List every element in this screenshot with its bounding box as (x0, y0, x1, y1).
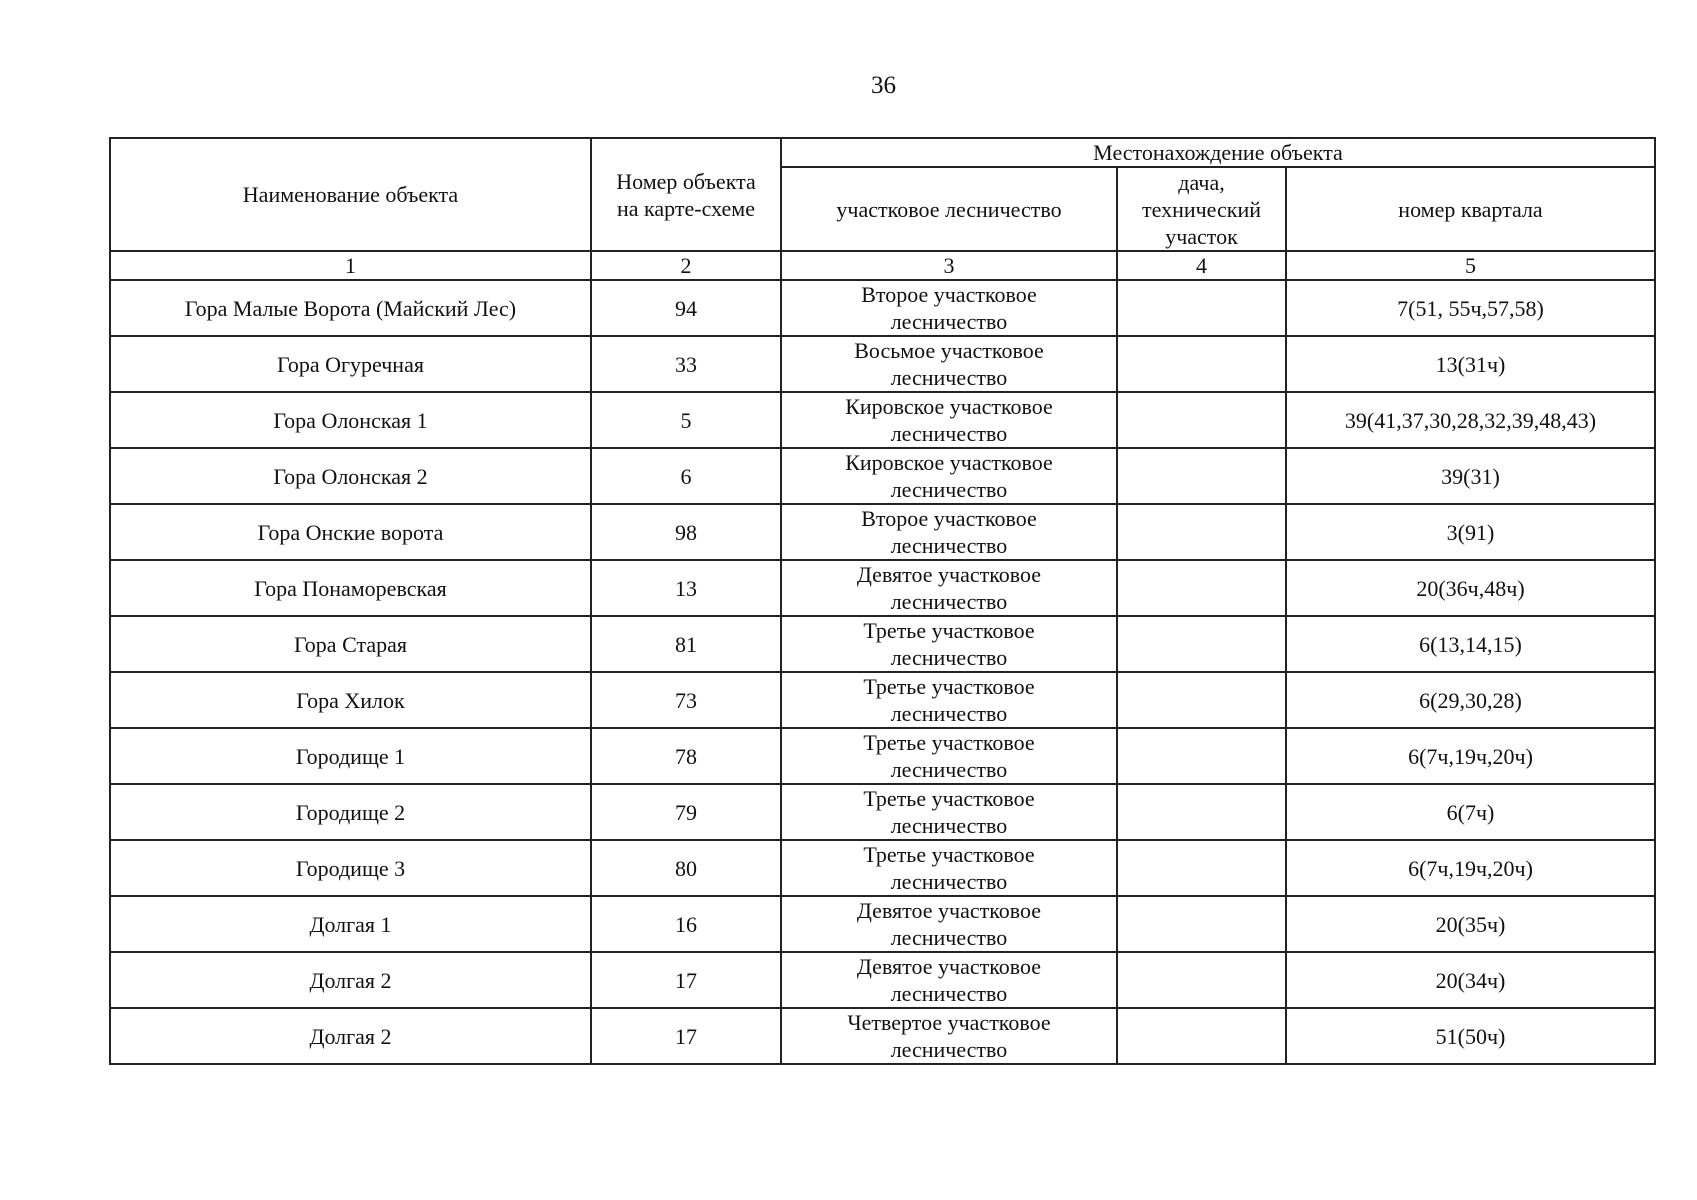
object-name-cell: Гора Олонская 1 (110, 392, 591, 448)
forestry-cell (781, 1008, 1117, 1064)
table-row (110, 392, 1655, 448)
page-number: 36 (871, 72, 896, 99)
header-dacha (1117, 167, 1286, 251)
table-row (110, 672, 1655, 728)
forestry-line1: Третье участковое (863, 730, 1035, 755)
table-row (110, 616, 1655, 672)
table-row (110, 504, 1655, 560)
forestry-line2: лесничество (890, 981, 1008, 1006)
map-number-cell: 17 (591, 1008, 781, 1064)
forestry-line2: лесничество (890, 477, 1008, 502)
table-row (110, 840, 1655, 896)
forestry-cell (781, 952, 1117, 1008)
forestry-cell (781, 840, 1117, 896)
forestry-cell (781, 728, 1117, 784)
forestry-line1: Третье участковое (863, 842, 1035, 867)
map-number-cell: 81 (591, 616, 781, 672)
quarter-cell: 39(41,37,30,28,32,39,48,43) (1286, 392, 1655, 448)
column-number: 3 (781, 251, 1117, 280)
header-map-number (591, 138, 781, 251)
object-name-cell: Долгая 2 (110, 952, 591, 1008)
table-row (110, 448, 1655, 504)
forestry-line2: лесничество (890, 701, 1008, 726)
table-row (110, 560, 1655, 616)
forestry-line2: лесничество (890, 1037, 1008, 1062)
column-numbers-row (110, 251, 1655, 280)
header-object-name: Наименование объекта (110, 138, 591, 251)
dacha-cell (1117, 672, 1286, 728)
forestry-cell (781, 336, 1117, 392)
forestry-cell (781, 672, 1117, 728)
dacha-cell (1117, 896, 1286, 952)
table-row (110, 1008, 1655, 1064)
forestry-line2: лесничество (890, 365, 1008, 390)
column-number: 5 (1286, 251, 1655, 280)
map-number-cell: 17 (591, 952, 781, 1008)
forestry-line2: лесничество (890, 813, 1008, 838)
object-name-cell: Гора Олонская 2 (110, 448, 591, 504)
quarter-cell: 6(7ч,19ч,20ч) (1286, 728, 1655, 784)
quarter-cell: 20(34ч) (1286, 952, 1655, 1008)
dacha-cell (1117, 560, 1286, 616)
forestry-line2: лесничество (890, 757, 1008, 782)
forestry-line1: Кировское участковое (845, 450, 1053, 475)
object-name-cell: Городище 3 (110, 840, 591, 896)
forestry-cell (781, 784, 1117, 840)
objects-table (109, 137, 1656, 1065)
dacha-cell (1117, 840, 1286, 896)
quarter-cell: 39(31) (1286, 448, 1655, 504)
column-number: 2 (591, 251, 781, 280)
table-row (110, 280, 1655, 336)
header-dacha-line1: дача, (1178, 169, 1225, 195)
table-body (110, 280, 1655, 1064)
quarter-cell: 7(51, 55ч,57,58) (1286, 280, 1655, 336)
forestry-line1: Четвертое участковое (847, 1010, 1051, 1035)
forestry-cell (781, 560, 1117, 616)
quarter-cell: 51(50ч) (1286, 1008, 1655, 1064)
map-number-cell: 6 (591, 448, 781, 504)
map-number-cell: 80 (591, 840, 781, 896)
object-name-cell: Долгая 1 (110, 896, 591, 952)
object-name-cell: Долгая 2 (110, 1008, 591, 1064)
object-name-cell: Городище 1 (110, 728, 591, 784)
forestry-line1: Третье участковое (863, 618, 1035, 643)
table-row (110, 728, 1655, 784)
forestry-cell (781, 896, 1117, 952)
dacha-cell (1117, 280, 1286, 336)
table-row (110, 784, 1655, 840)
forestry-cell (781, 504, 1117, 560)
forestry-line1: Второе участковое (861, 282, 1037, 307)
object-name-cell: Гора Понаморевская (110, 560, 591, 616)
table-header (110, 138, 1655, 280)
object-name-cell: Гора Хилок (110, 672, 591, 728)
forestry-line1: Второе участковое (861, 506, 1037, 531)
forestry-cell (781, 392, 1117, 448)
table-row (110, 896, 1655, 952)
forestry-cell (781, 448, 1117, 504)
forestry-line1: Девятое участковое (856, 954, 1042, 979)
quarter-cell: 3(91) (1286, 504, 1655, 560)
forestry-line2: лесничество (890, 589, 1008, 614)
object-name-cell: Гора Малые Ворота (Майский Лес) (110, 280, 591, 336)
header-dacha-line2: технический (1141, 196, 1261, 222)
forestry-cell (781, 280, 1117, 336)
column-number: 1 (110, 251, 591, 280)
table-row (110, 952, 1655, 1008)
map-number-cell: 73 (591, 672, 781, 728)
map-number-cell: 5 (591, 392, 781, 448)
quarter-cell: 6(7ч,19ч,20ч) (1286, 840, 1655, 896)
quarter-cell: 6(13,14,15) (1286, 616, 1655, 672)
dacha-cell (1117, 336, 1286, 392)
header-map-number-line2: на карте-схеме (617, 195, 755, 221)
forestry-line2: лесничество (890, 421, 1008, 446)
header-forestry: участковое лесничество (781, 167, 1117, 251)
forestry-line2: лесничество (890, 309, 1008, 334)
header-map-number-line1: Номер объекта (616, 168, 756, 194)
column-number: 4 (1117, 251, 1286, 280)
forestry-line1: Третье участковое (863, 674, 1035, 699)
forestry-line2: лесничество (890, 645, 1008, 670)
dacha-cell (1117, 952, 1286, 1008)
forestry-line2: лесничество (890, 869, 1008, 894)
header-location: Местонахождение объекта (781, 138, 1655, 167)
dacha-cell (1117, 1008, 1286, 1064)
quarter-cell: 13(31ч) (1286, 336, 1655, 392)
quarter-cell: 6(7ч) (1286, 784, 1655, 840)
forestry-line2: лесничество (890, 533, 1008, 558)
object-name-cell: Городище 2 (110, 784, 591, 840)
object-name-cell: Гора Онские ворота (110, 504, 591, 560)
quarter-cell: 20(35ч) (1286, 896, 1655, 952)
header-quarter: номер квартала (1286, 167, 1655, 251)
dacha-cell (1117, 616, 1286, 672)
forestry-line1: Восьмое участковое (854, 338, 1044, 363)
forestry-line1: Девятое участковое (856, 562, 1042, 587)
table-row (110, 336, 1655, 392)
forestry-line2: лесничество (890, 925, 1008, 950)
dacha-cell (1117, 392, 1286, 448)
map-number-cell: 94 (591, 280, 781, 336)
object-name-cell: Гора Старая (110, 616, 591, 672)
forestry-line1: Кировское участковое (845, 394, 1053, 419)
map-number-cell: 78 (591, 728, 781, 784)
map-number-cell: 79 (591, 784, 781, 840)
dacha-cell (1117, 448, 1286, 504)
object-name-cell: Гора Огуречная (110, 336, 591, 392)
map-number-cell: 16 (591, 896, 781, 952)
forestry-line1: Третье участковое (863, 786, 1035, 811)
header-dacha-line3: участок (1165, 223, 1238, 249)
quarter-cell: 6(29,30,28) (1286, 672, 1655, 728)
dacha-cell (1117, 784, 1286, 840)
forestry-cell (781, 616, 1117, 672)
quarter-cell: 20(36ч,48ч) (1286, 560, 1655, 616)
dacha-cell (1117, 504, 1286, 560)
map-number-cell: 33 (591, 336, 781, 392)
map-number-cell: 98 (591, 504, 781, 560)
map-number-cell: 13 (591, 560, 781, 616)
forestry-line1: Девятое участковое (856, 898, 1042, 923)
dacha-cell (1117, 728, 1286, 784)
